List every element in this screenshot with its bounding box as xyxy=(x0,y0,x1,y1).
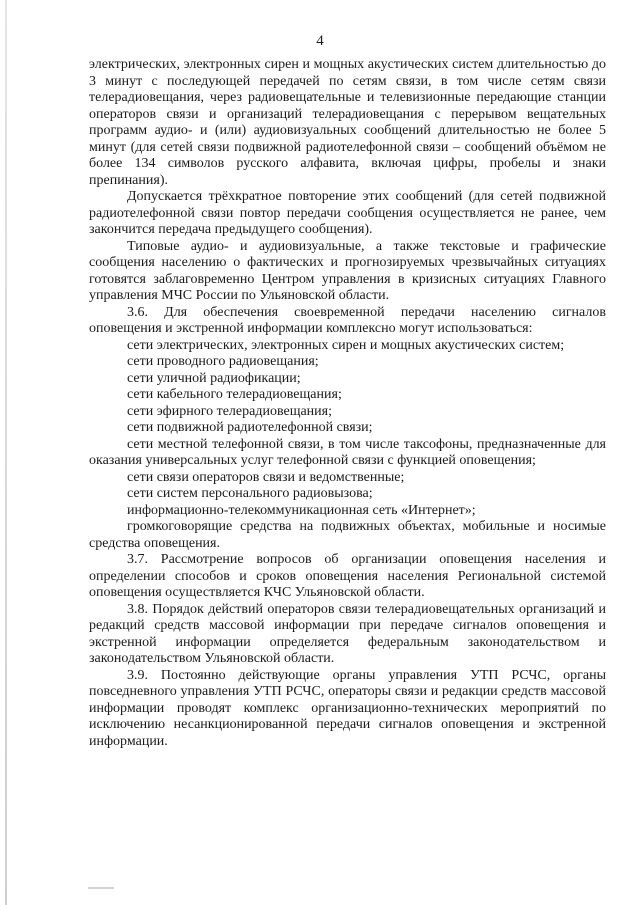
list-item: сети проводного радиовещания; xyxy=(127,354,319,369)
list-item: громкоговорящие средства на подвижных объектах, мобильные и носимые средства оповещения. xyxy=(89,519,606,551)
scan-artifact xyxy=(88,887,114,889)
scan-edge xyxy=(5,0,7,905)
paragraph-standard-messages: Типовые аудио- и аудиовизуальные, а также текстовые и графические сообщения населению о фактических и прогнозируемых чрезвычайных ситуациях готовятся заблаговременно Центром управления в кризисных ситуациях Главного управления МЧС России по Ульяновской области. xyxy=(89,238,606,303)
list-item: сети связи операторов связи и ведомственные; xyxy=(127,469,405,485)
paragraph-repeat-messages: Допускается трёхкратное повторение этих сообщений (для сетей подвижной радиотелефонной связи повтор передачи сообщения осуществляется не ранее, чем закончится передача предыдущего сообщения). xyxy=(89,189,606,237)
list-item: сети кабельного телерадиовещания; xyxy=(127,387,342,402)
list-item: сети уличной радиофикации; xyxy=(127,370,301,386)
clause-3-7: 3.7. Рассмотрение вопросов об организации оповещения населения и определении способов и сроков оповещения населения Региональной системой оповещения осуществляется КЧС Ульяновской области. xyxy=(89,552,606,600)
list-item: сети электрических, электронных сирен и мощных акустических систем; xyxy=(127,337,565,353)
list-item: информационно-телекоммуникационная сеть «Интернет»; xyxy=(127,502,476,518)
list-item: сети систем персонального радиовызова; xyxy=(127,486,373,501)
paragraph-continuation: электрических, электронных сирен и мощных акустических систем длительностью до 3 минут с последующей передачей по сетям связи, в том числе сетям связи телерадиовещания, через радиовещательные и телевизионные передающие станции операторов связи и организаций телерадиовещания с перерывом вещательных программ аудио- и (или) аудиовизуальных сообщений длительностью не более 5 минут (для сетей связи подвижной радиотелефонной связи – сообщений объёмом не более 134 символов русского алфавита, включая цифры, пробелы и знаки препинания). xyxy=(89,57,606,188)
clause-3-6: 3.6. Для обеспечения своевременной передачи населению сигналов оповещения и экстренной информации комплексно могут использоваться: xyxy=(89,304,606,336)
clause-3-8: 3.8. Порядок действий операторов связи телерадиовещательных организаций и редакций средств массовой информации при передаче сигналов оповещения и экстренной информации определяется федеральным законодательством и законодательством Ульяновской области. xyxy=(89,601,606,666)
clause-3-9: 3.9. Постоянно действующие органы управления УТП РСЧС, органы повседневного управления УТП РСЧС, операторы связи и редакции средств массовой информации проводят комплекс организационно-технических мероприятий по исключению несанкционированной передачи сигналов оповещения и экстренной информации. xyxy=(89,667,606,749)
list-item: сети подвижной радиотелефонной связи; xyxy=(127,420,373,435)
page-number: 4 xyxy=(316,33,324,49)
list-item: сети местной телефонной связи, в том числе таксофоны, предназначенные для оказания универсальных услуг телефонной связи с функцией оповещения; xyxy=(89,436,606,468)
document-body xyxy=(89,57,606,750)
list-item: сети эфирного телерадиовещания; xyxy=(127,403,332,419)
